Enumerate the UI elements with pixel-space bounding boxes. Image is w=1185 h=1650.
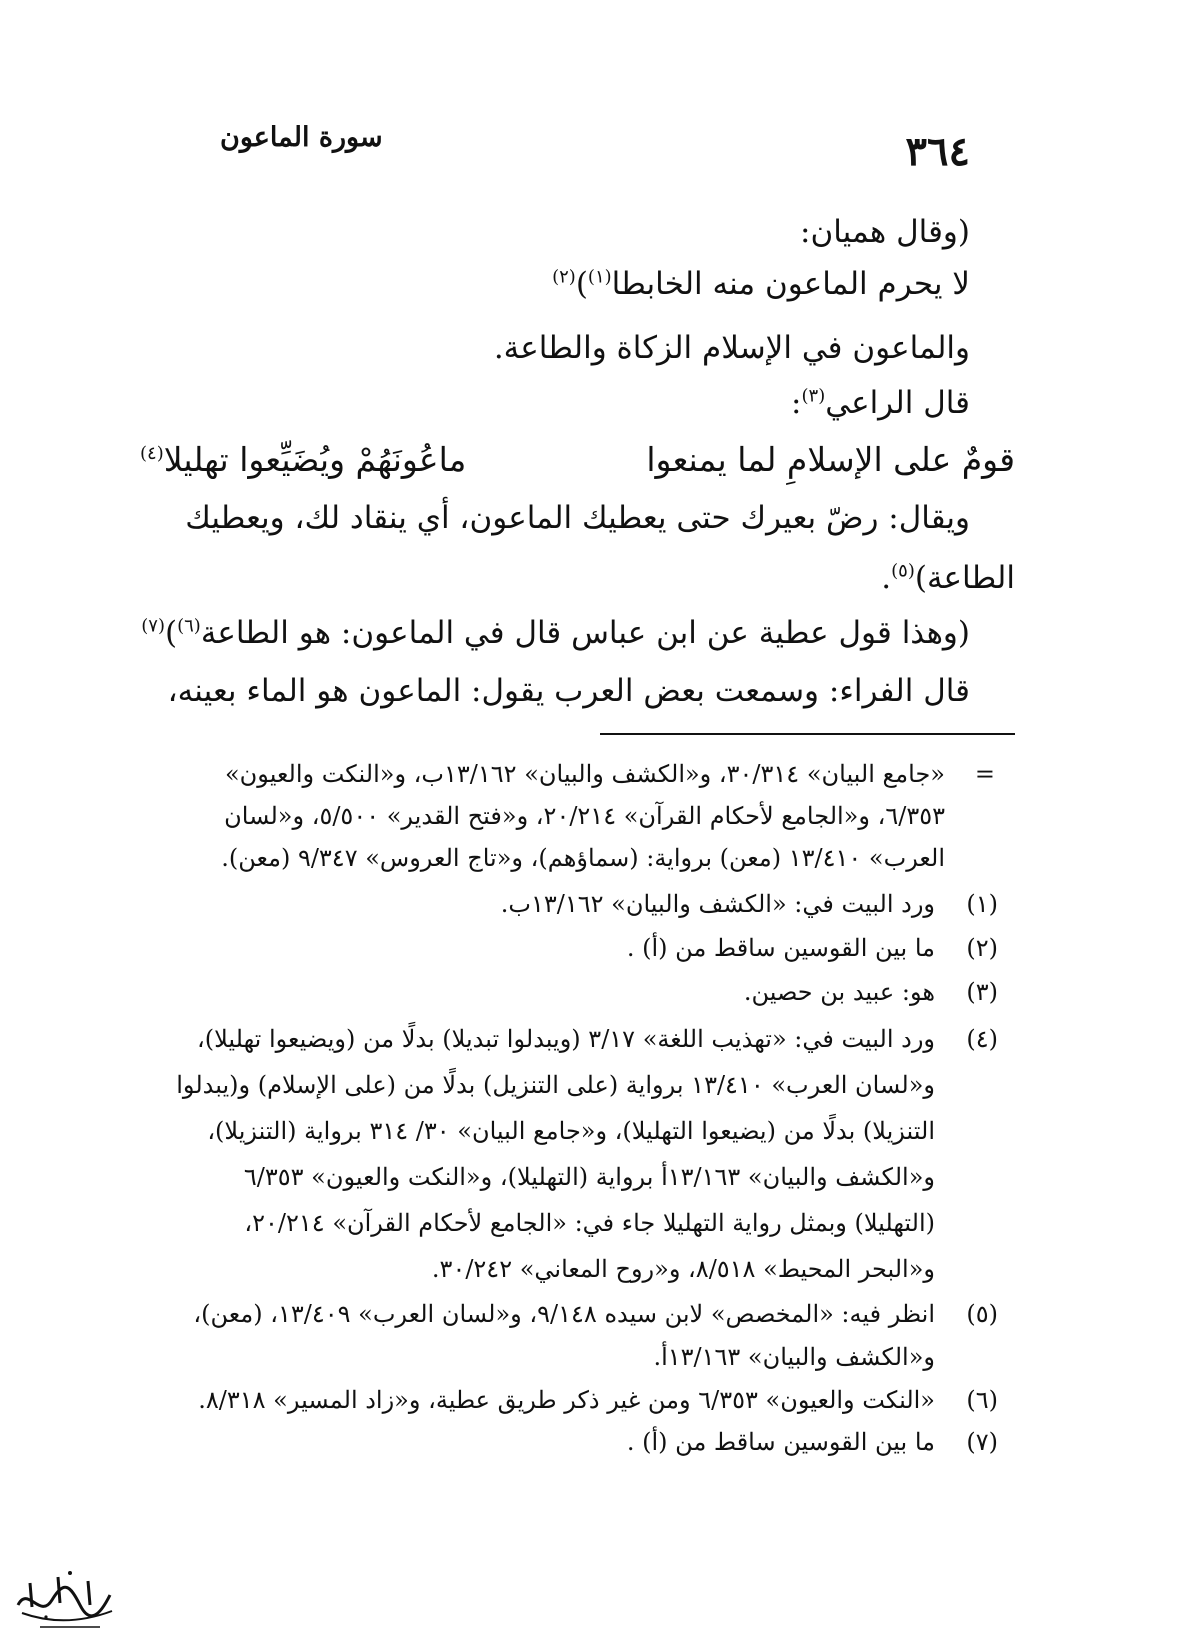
footnote-ref-2: (٢) (552, 266, 576, 288)
footnote-line: و«الكشف والبيان» ١٣/١٦٣أ. (653, 1343, 935, 1371)
footnote-line: «النكت والعيون» ٦/٣٥٣ ومن غير ذكر طريق عطية، و«زاد المسير» ٨/٣١٨. (198, 1386, 935, 1414)
footnote-ref-6: (٦) (177, 615, 201, 637)
verse-text: ماعُونَهُمْ ويُضَيِّعوا تهليلا (163, 440, 467, 479)
footnote-ref-3: (٣) (801, 385, 826, 407)
footnote-line: و«البحر المحيط» ٨/٥١٨، و«روح المعاني» ٣٠/٢٤٢. (431, 1255, 935, 1283)
body-text: الطاعة) (914, 560, 1015, 596)
footnote-line: ما بين القوسين ساقط من (أ) . (626, 1428, 935, 1456)
colon: : (791, 385, 802, 421)
footnote-line: (التهليلا) وبمثل رواية التهليلا جاء في: «الجامع لأحكام القرآن» ٢٠/٢١٤، (244, 1209, 935, 1237)
footnote-line: ٦/٣٥٣، و«الجامع لأحكام القرآن» ٢٠/٢١٤، و«فتح القدير» ٥/٥٠٠، و«لسان (224, 802, 945, 830)
footnote-number: (٦) (966, 1386, 998, 1414)
footnote-line: و«الكشف والبيان» ١٣/١٦٣أ برواية (التهليلا)، و«النكت والعيون» ٦/٣٥٣ (243, 1163, 935, 1191)
footnote-line: انظر فيه: «المخصص» لابن سيده ٩/١٤٨، و«لسان العرب» ١٣/٤٠٩، (معن)، (193, 1300, 935, 1328)
footnote-number: (٣) (966, 978, 998, 1006)
footnote-line: ورد البيت في: «تهذيب اللغة» ٣/١٧ (ويبدلوا تبديلا) بدلًا من (ويضيعوا تهليلا)، (197, 1025, 935, 1053)
footnote-ref-7: (٧) (141, 615, 165, 637)
footnote-line: العرب» ١٣/٤١٠ (معن) برواية: (سماؤهم)، و«تاج العروس» ٩/٣٤٧ (معن). (221, 844, 945, 872)
body-line: والماعون في الإسلام الزكاة والطاعة. (493, 330, 970, 366)
footnote-ref-1: (١) (587, 266, 612, 288)
footnote-line: «جامع البيان» ٣٠/٣١٤، و«الكشف والبيان» ١٣/١٦٢ب، و«النكت والعيون» (225, 760, 945, 788)
verse-text: لا يحرم الماعون منه الخابطا (611, 266, 970, 302)
footnote-number: (٥) (966, 1300, 998, 1328)
verse-first-hemistich: قومٌ على الإسلامِ لما يمنعوا (646, 440, 1015, 479)
footnote-ref-5: (٥) (891, 560, 915, 582)
footnote-number: (٧) (966, 1428, 998, 1456)
footnote-separator (600, 733, 1015, 735)
verse-second-hemistich (140, 440, 466, 480)
body-line: (وقال هميان: (800, 214, 970, 250)
footnote-number: (١) (966, 890, 998, 918)
footnote-number: (٤) (966, 1025, 998, 1053)
footnote-line: التنزيلا) بدلًا من (يضيعوا التهليلا)، و«جامع البيان» ٣٠/ ٣١٤ برواية (التنزيلا)، (207, 1117, 935, 1145)
body-text: قال الراعي (825, 385, 970, 421)
running-title: سورة الماعون (220, 122, 383, 153)
footnote-line: و«لسان العرب» ١٣/٤١٠ برواية (على التنزيل) بدلًا من (على الإسلام) و(يبدلوا (176, 1071, 935, 1099)
period: . (881, 560, 892, 596)
body-line (141, 615, 970, 652)
body-line: قال الفراء: وسمعت بعض العرب يقول: الماعون هو الماء بعينه، (167, 673, 970, 709)
footnote-line: ورد البيت في: «الكشف والبيان» ١٣/١٦٢ب. (500, 890, 935, 918)
body-line (791, 385, 970, 422)
footnote-ref-4: (٤) (140, 443, 164, 464)
closing-paren: ) (164, 615, 178, 651)
body-text: (وهذا قول عطية عن ابن عباس قال في الماعون: هو الطاعة (200, 615, 970, 651)
footnote-number: (٢) (966, 934, 998, 962)
verse-hemistich-line (552, 266, 970, 303)
calligraphy-logo (10, 1565, 120, 1635)
page-number: ٣٦٤ (905, 128, 970, 175)
body-line (881, 560, 1015, 597)
footnote-line: ما بين القوسين ساقط من (أ) . (626, 934, 935, 962)
closing-paren: ) (575, 266, 588, 302)
footnote-line: هو: عبيد بن حصين. (743, 978, 935, 1006)
body-line: ويقال: رضّ بعيرك حتى يعطيك الماعون، أي ينقاد لك، ويعطيك (185, 500, 970, 536)
footnote-continuation-marker: = (974, 760, 995, 788)
